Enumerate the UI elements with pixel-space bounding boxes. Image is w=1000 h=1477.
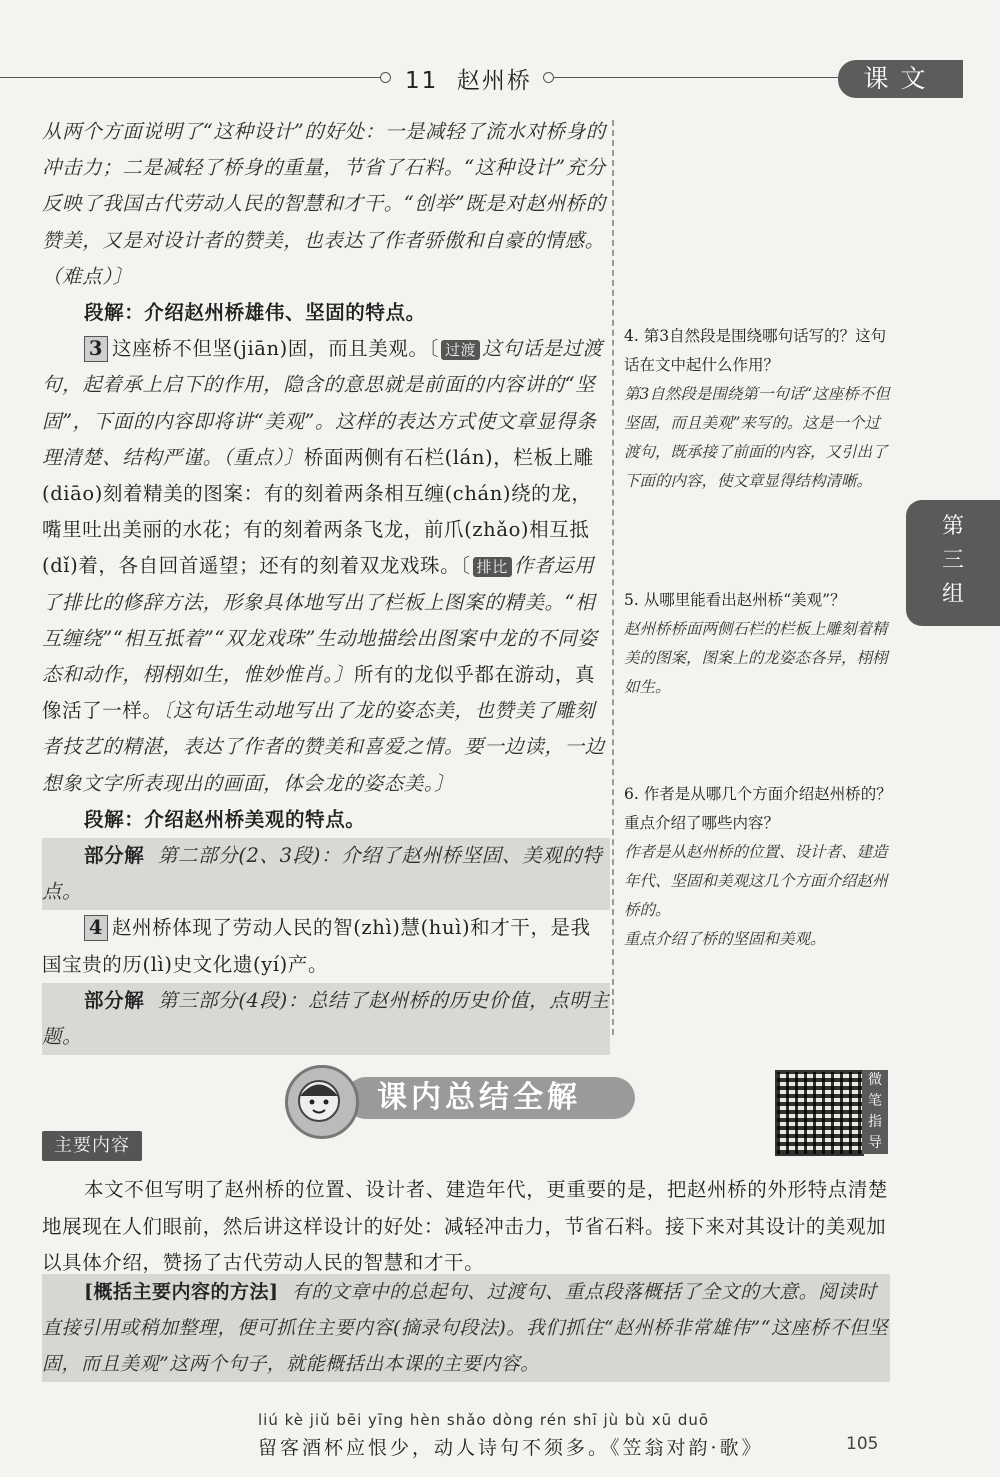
qr-code-icon[interactable] (775, 1070, 864, 1156)
tag-transition: 过渡 (441, 340, 480, 360)
footer-pinyin: liú kè jiǔ bēi yīng hèn shǎo dòng rén shī jù bù xū duō (258, 1411, 710, 1429)
header-dot-right (543, 72, 554, 83)
method-box: [概括主要内容的方法] 有的文章中的总起句、过渡句、重点段落概括了全文的大意。阅读时直接引用或稍加整理，便可抓住主要内容(摘录句段法)。我们抓住“赵州桥非常雄伟”“这座桥不但坚固，而且美观”这两个句子，就能概括出本课的主要内容。 (42, 1274, 890, 1382)
main-content-tag: 主要内容 (42, 1131, 142, 1161)
page-number: 105 (846, 1434, 879, 1454)
unit-tab: 第 三 组 (906, 500, 1000, 626)
main-text (42, 114, 610, 1055)
lesson-title: 11 赵州桥 (405, 68, 532, 94)
question-6: 6. 作者是从哪几个方面介绍赵州桥的？重点介绍了哪些内容？ 作者是从赵州桥的位置、设计者、建造年代、坚固和美观这几个方面介绍赵州桥的。 重点介绍了桥的坚固和美观。 (624, 785, 892, 948)
header-dot-left (380, 72, 391, 83)
summary-text: 本文不但写明了赵州桥的位置、设计者、建造年代，更重要的是，把赵州桥的外形特点清楚地展现在人们眼前，然后讲这样设计的好处：减轻冲击力，节省石料。接下来对其设计的美观加以具体介绍，赞扬了古代劳动人民的智慧和才干。 (42, 1178, 889, 1274)
part-note-2: 部分解 第二部分(2、3段)：介绍了赵州桥坚固、美观的特点。 (42, 838, 610, 910)
qr-label: 微笔指导 (862, 1070, 888, 1154)
header-rule-right (554, 77, 844, 78)
segment-note-1: 段解：介绍赵州桥雄伟、坚固的特点。 (84, 301, 426, 325)
header-rule-left (0, 77, 382, 78)
mascot-icon (285, 1065, 359, 1139)
banner-title: 课内总结全解 (345, 1077, 635, 1119)
paragraph-4: 4 赵州桥体现了劳动人民的智(zhì)慧(huì)和才干，是我国宝贵的历(lì)史文化遗(yí)产。 (42, 916, 591, 976)
question-5: 5. 从哪里能看出赵州桥“美观”？ 赵州桥桥面两侧石栏的栏板上雕刻着精美的图案，图案上的龙姿态各异，栩栩如生。 (624, 591, 888, 696)
paragraph-number: 3 (84, 336, 108, 362)
paragraph-number: 4 (84, 915, 108, 941)
column-divider (612, 120, 614, 1035)
question-4: 4. 第3自然段是围绕哪句话写的？这句话在文中起什么作用？ 第3自然段是围绕第一句话“这座桥不但坚固，而且美观”来写的。这是一个过渡句，既承接了前面的内容，又引出了下面的内容，使文章显得结构清晰。 (624, 327, 890, 490)
paragraph-3: 3 这座桥不但坚(jiān)固，而且美观。〔 过渡 这句话是过渡句，起着承上启下的作用，隐含的意思就是前面的内容讲的“坚固”，下面的内容即将讲“美观”。这样的表达方式使文章显得条理清楚、结构严谨。（重点）〕桥面两侧有石栏(lán)，栏板上雕(diāo)刻着精美的图案：有的刻着两条相互缠(chán)绕的龙，嘴里吐出美丽的水花；有的刻着两条飞龙，前爪(zhǎo)相互抵(dǐ)着，各自回首遥望；还有的刻着双龙戏珠。〔 排比 作者运用了排比的修辞方法，形象具体地写出了栏板上图案的精美。“相互缠绕”“相互抵着”“双龙戏珠”生动地描绘出图案中龙的不同姿态和动作，栩栩如生，惟妙惟肖。〕所有的龙似乎都在游动，真像活了一样。〔这句话生动地写出了龙的姿态美，也赞美了雕刻者技艺的精湛，表达了作者的赞美和喜爱之情。要一边读，一边想象文字所表现出的画面，体会龙的姿态美。〕 (42, 337, 605, 795)
segment-note-2: 段解：介绍赵州桥美观的特点。 (84, 807, 366, 831)
section-tab: 课文 (838, 60, 963, 98)
summary-banner (285, 1065, 643, 1131)
tag-parallelism: 排比 (473, 557, 512, 577)
footer-poem: 留客酒杯应恨少，动人诗句不须多。《笠翁对韵·歌》 (258, 1437, 764, 1459)
part-note-3: 部分解 第三部分(4段)：总结了赵州桥的历史价值，点明主题。 (42, 983, 610, 1055)
annotation-continue: 从两个方面说明了“这种设计”的好处：一是减轻了流水对桥身的冲击力；二是减轻了桥身的重量，节省了石料。“这种设计”充分反映了我国古代劳动人民的智慧和才干。“创举”既是对赵州桥的赞美，又是对设计者的赞美，也表达了作者骄傲和自豪的情感。（难点）〕 (42, 120, 606, 288)
